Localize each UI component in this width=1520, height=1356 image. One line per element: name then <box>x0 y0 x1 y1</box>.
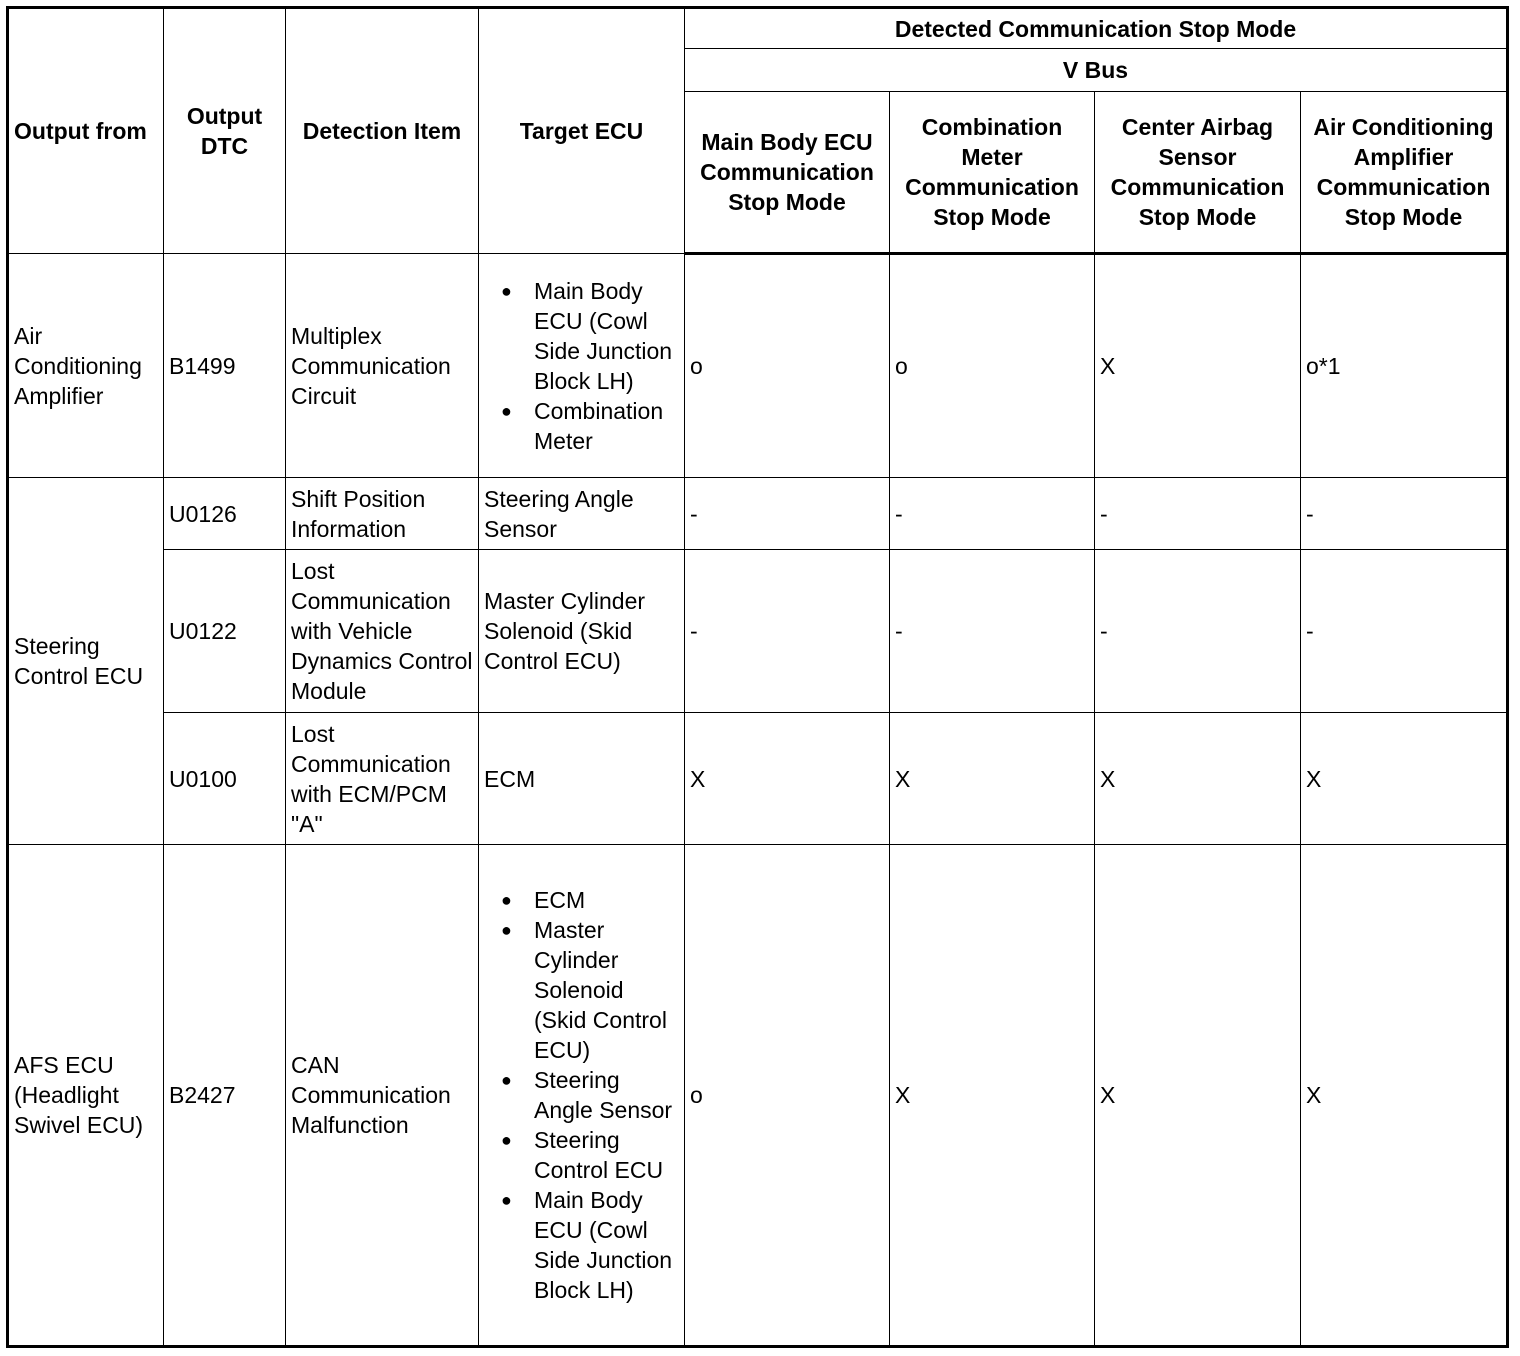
target-ecu-cell: ECM <box>479 713 685 845</box>
output-from-cell: Air Conditioning Amplifier <box>8 254 164 478</box>
detection-item-cell: Lost Communication with Vehicle Dynamics Control Module <box>286 550 479 713</box>
list-item: ● ECM <box>534 885 679 915</box>
mode-cell: X <box>1301 713 1508 845</box>
list-item: ● Steering Control ECU <box>534 1125 679 1185</box>
header-mode-center-airbag: Center Airbag Sensor Communication Stop Mode <box>1095 92 1301 254</box>
mode-cell: - <box>1095 478 1301 550</box>
header-target-ecu: Target ECU <box>479 8 685 254</box>
dtc-cell: U0100 <box>164 713 286 845</box>
table-row <box>8 254 1508 478</box>
table-row <box>8 478 1508 550</box>
mode-cell: - <box>685 478 890 550</box>
dtc-cell: U0122 <box>164 550 286 713</box>
table-row <box>8 550 1508 713</box>
target-ecu-list <box>484 885 679 1305</box>
list-item: ● Combination Meter <box>534 396 679 456</box>
mode-cell: - <box>1301 550 1508 713</box>
mode-cell: - <box>685 550 890 713</box>
mode-cell: X <box>685 713 890 845</box>
mode-cell: - <box>1301 478 1508 550</box>
table-row <box>8 713 1508 845</box>
detection-item-cell: Lost Communication with ECM/PCM "A" <box>286 713 479 845</box>
header-v-bus: V Bus <box>685 49 1508 92</box>
header-mode-main-body: Main Body ECU Communication Stop Mode <box>685 92 890 254</box>
output-from-cell: AFS ECU (Headlight Swivel ECU) <box>8 845 164 1347</box>
dtc-communication-stop-table <box>6 6 1509 1348</box>
detection-item-cell: CAN Communication Malfunction <box>286 845 479 1347</box>
dtc-cell: B1499 <box>164 254 286 478</box>
list-item: ● Master Cylinder Solenoid (Skid Control ECU) <box>534 915 679 1065</box>
header-mode-combination-meter: Combination Meter Communication Stop Mode <box>890 92 1095 254</box>
target-ecu-cell: Master Cylinder Solenoid (Skid Control ECU) <box>479 550 685 713</box>
header-output-dtc: Output DTC <box>164 8 286 254</box>
target-ecu-list <box>484 276 679 456</box>
mode-cell: X <box>1095 845 1301 1347</box>
target-ecu-cell <box>479 845 685 1347</box>
target-ecu-cell: Steering Angle Sensor <box>479 478 685 550</box>
header-output-from: Output from <box>8 8 164 254</box>
dtc-cell: B2427 <box>164 845 286 1347</box>
mode-cell: o <box>685 845 890 1347</box>
list-item: ● Main Body ECU (Cowl Side Junction Block LH) <box>534 1185 679 1305</box>
mode-cell: X <box>1095 254 1301 478</box>
mode-cell: X <box>890 845 1095 1347</box>
mode-cell: X <box>1095 713 1301 845</box>
mode-cell: - <box>1095 550 1301 713</box>
mode-cell: X <box>890 713 1095 845</box>
header-mode-air-conditioning: Air Conditioning Amplifier Communication Stop Mode <box>1301 92 1508 254</box>
mode-cell: X <box>1301 845 1508 1347</box>
mode-cell: - <box>890 550 1095 713</box>
mode-cell: - <box>890 478 1095 550</box>
table-row <box>8 845 1508 1347</box>
list-item: ● Main Body ECU (Cowl Side Junction Block LH) <box>534 276 679 396</box>
header-detection-item: Detection Item <box>286 8 479 254</box>
mode-cell: o*1 <box>1301 254 1508 478</box>
dtc-cell: U0126 <box>164 478 286 550</box>
detection-item-cell: Multiplex Communication Circuit <box>286 254 479 478</box>
list-item: ● Steering Angle Sensor <box>534 1065 679 1125</box>
detection-item-cell: Shift Position Information <box>286 478 479 550</box>
header-detected-mode: Detected Communication Stop Mode <box>685 8 1508 49</box>
mode-cell: o <box>890 254 1095 478</box>
mode-cell: o <box>685 254 890 478</box>
target-ecu-cell <box>479 254 685 478</box>
output-from-cell: Steering Control ECU <box>8 478 164 845</box>
